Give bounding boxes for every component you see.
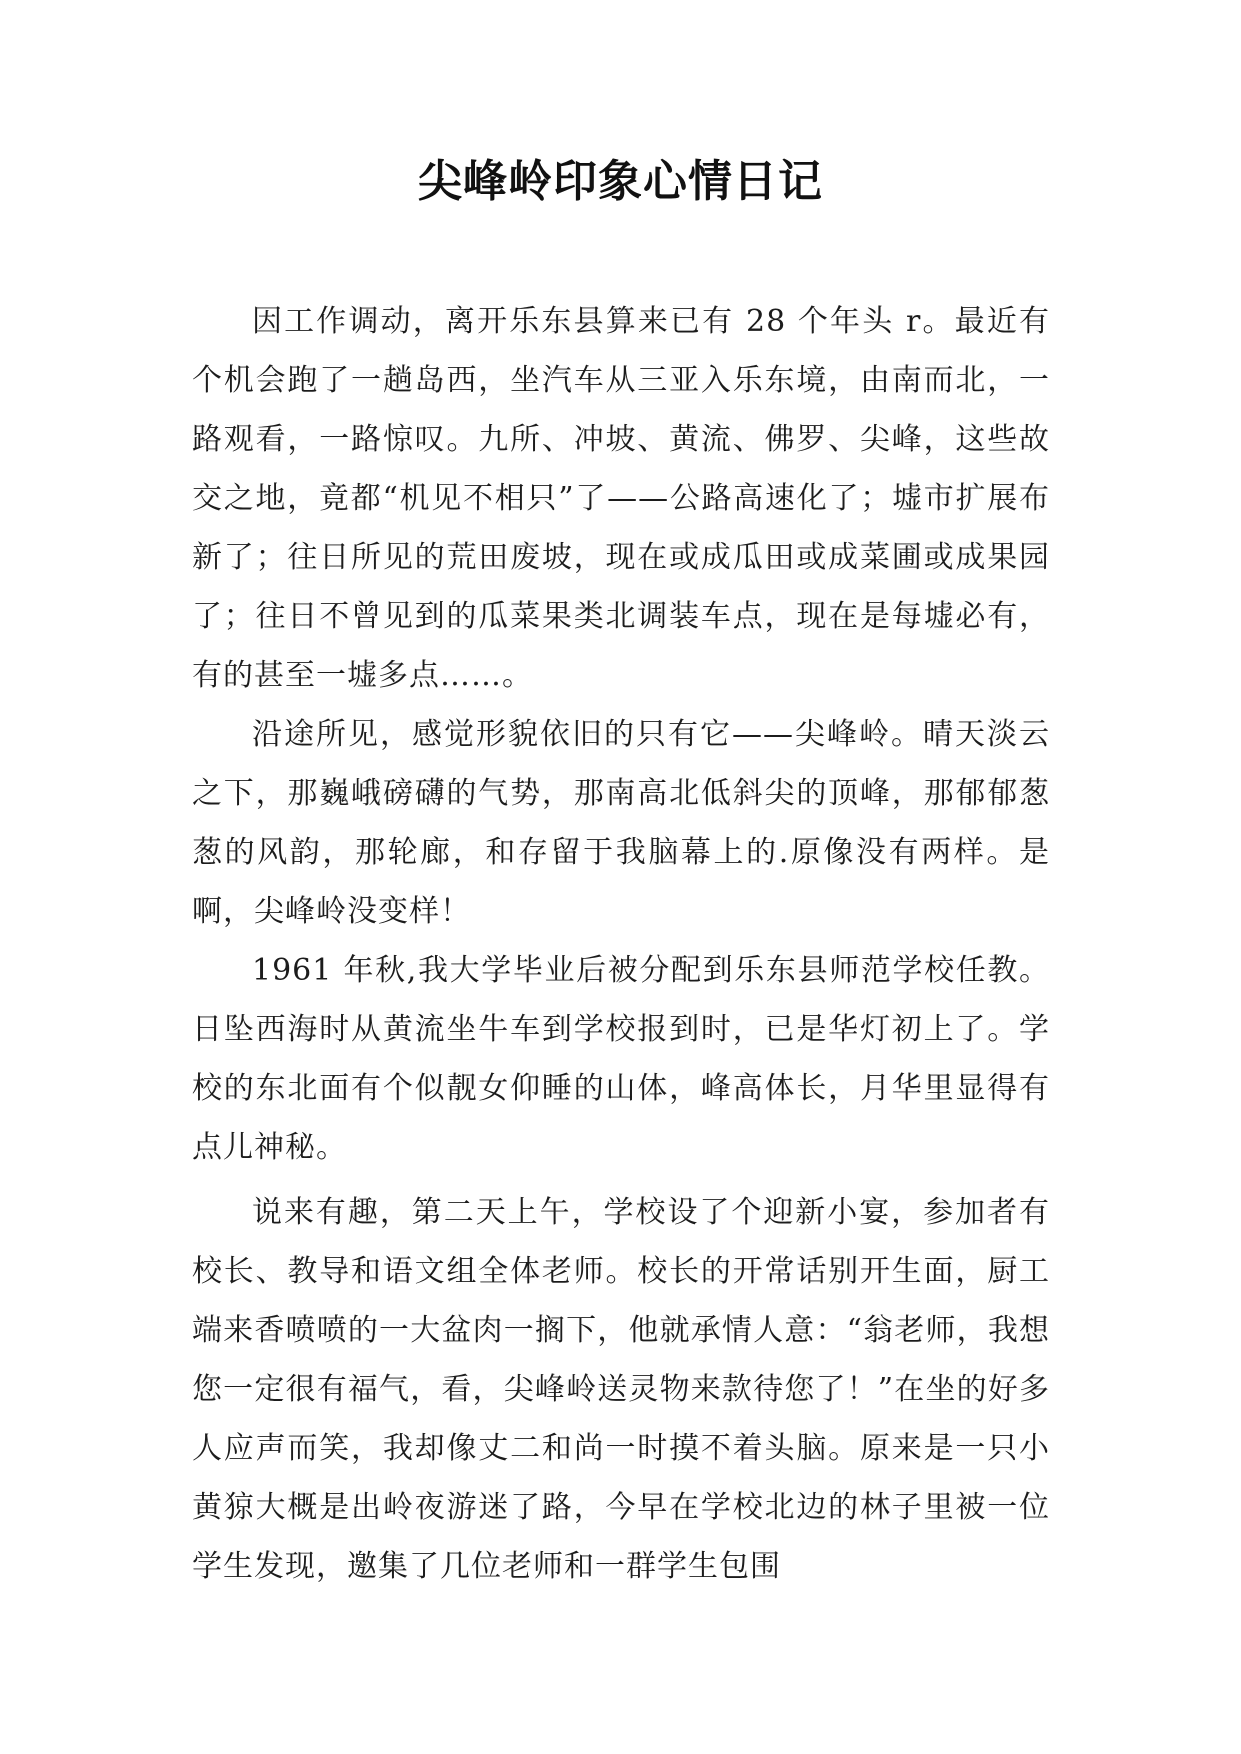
paragraph: 因工作调动，离开乐东县算来已有 28 个年头 r。最近有个机会跑了一趟岛西，坐汽车从三亚入乐东境，由南而北，一路观看，一路惊叹。九所、冲坡、黄流、佛罗、尖峰，这些故交之地，竟都“机见不相只”了——公路高速化了；墟市扩展布新了；往日所见的荒田废坡，现在或成瓜田或成菜圃或成果园了；往日不曾见到的瓜菜果类北调装车点，现在是每墟必有，有的甚至一墟多点……。 — [192, 304, 1050, 693]
paragraph: 1961 年秋,我大学毕业后被分配到乐东县师范学校任教。日坠西海时从黄流坐牛车到学校报到时，已是华灯初上了。学校的东北面有个似靓女仰睡的山体，峰高体长，月华里显得有点儿神秘。 — [192, 953, 1050, 1165]
paragraph: 沿途所见，感觉形貌依旧的只有它——尖峰岭。晴天淡云之下，那巍峨磅礴的气势，那南高北低斜尖的顶峰，那郁郁葱葱的风韵，那轮廊，和存留于我脑幕上的.原像没有两样。是啊，尖峰岭没变样！ — [192, 717, 1050, 929]
document-title: 尖峰岭印象心情日记 — [418, 156, 823, 207]
document-body — [192, 292, 1050, 1596]
paragraph: 说来有趣，第二天上午，学校设了个迎新小宴，参加者有校长、教导和语文组全体老师。校长的开常话别开生面，厨工端来香喷喷的一大盆肉一搁下，他就承情人意：“翁老师，我想您一定很有福气，看，尖峰岭送灵物来款待您了！”在坐的好多人应声而笑，我却像丈二和尚一时摸不着头脑。原来是一只小黄猄大概是出岭夜游迷了路，今早在学校北边的林子里被一位学生发现，邀集了几位老师和一群学生包围 — [192, 1195, 1050, 1584]
